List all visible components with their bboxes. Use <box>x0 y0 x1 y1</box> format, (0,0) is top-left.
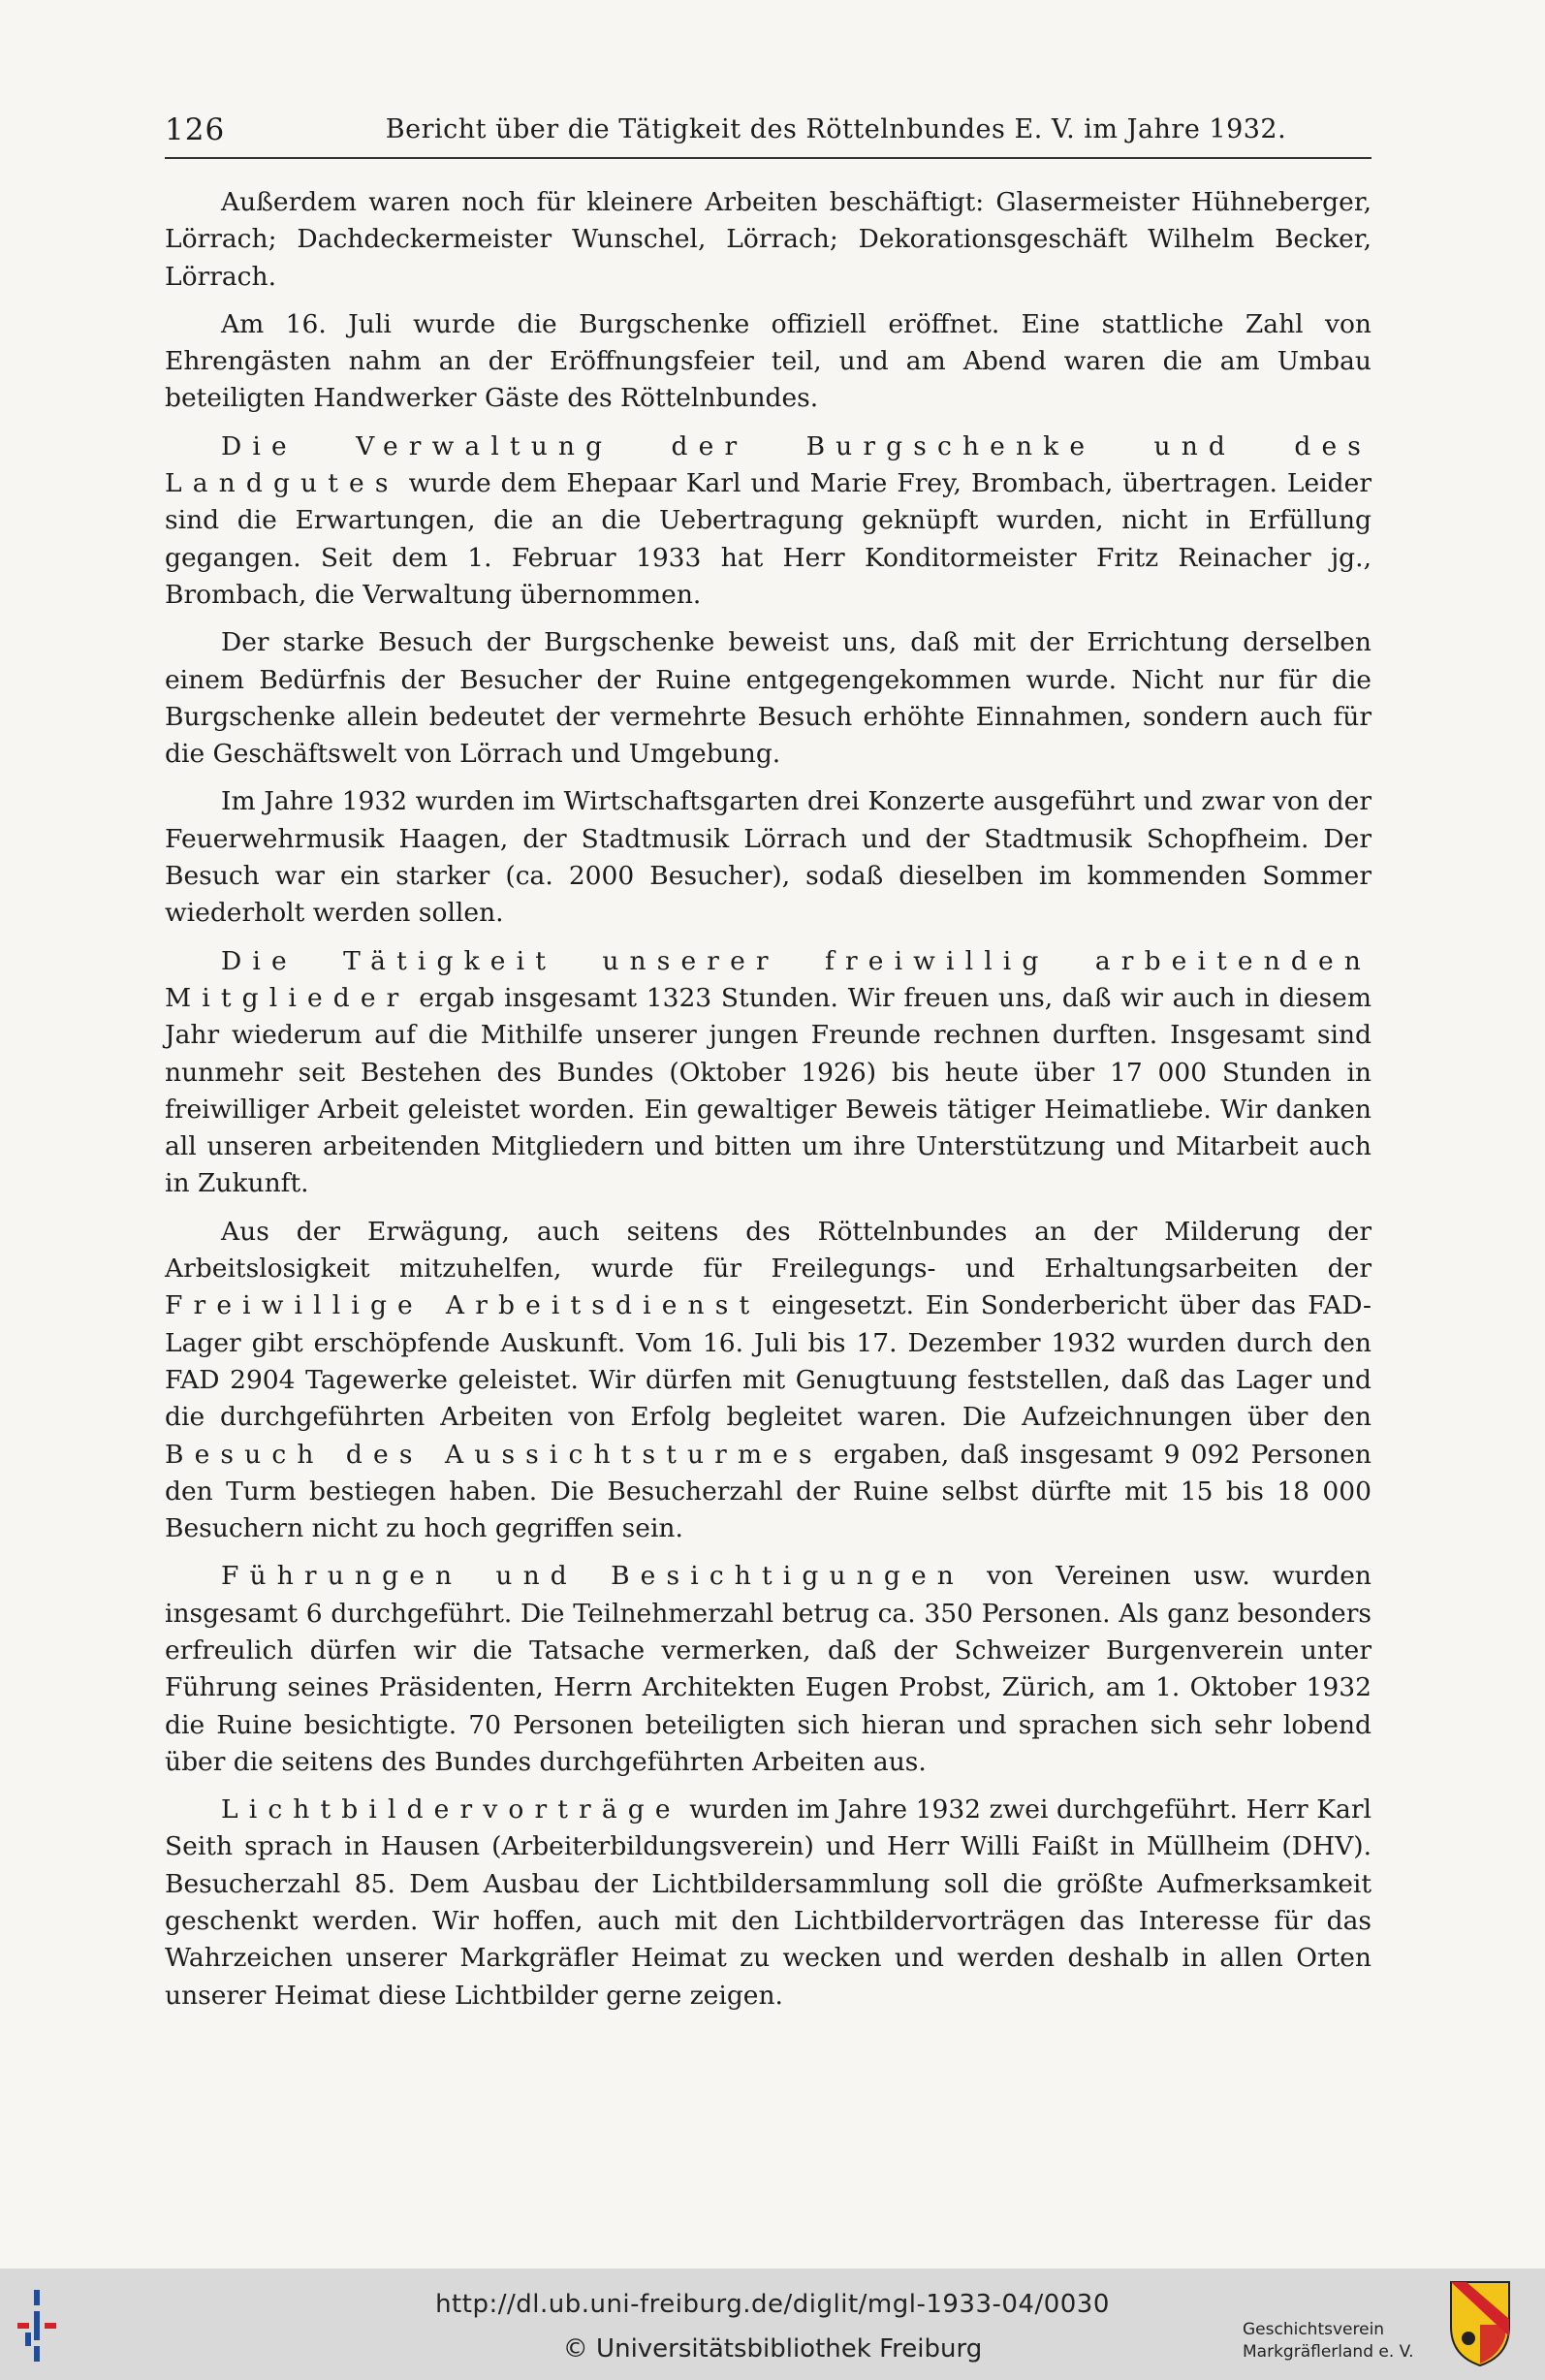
spaced-emphasis: Die Tätigkeit unserer freiwillig arbeitenden Mitglieder <box>165 945 1372 1013</box>
spaced-emphasis: Besuch des Aussichtsturmes <box>165 1439 823 1470</box>
society-crest-icon <box>1449 2280 1511 2367</box>
paragraph-text: von Vereinen usw. wurden insgesamt 6 durchgeführt. Die Teilnehmerzahl betrug ca. 350 Personen. Als ganz besonders erfreulich dürfen wir die Tatsache vermerken, daß der Schweizer Burgenverein unter Führung seines Präsidenten, Herrn Architekten Eugen Probst, Zürich, am 1. Oktober 1932 die Ruine besichtigte. 70 Personen beteiligten sich hieran und sprachen sich sehr lobend über die seitens des Bundes durchgeführten Arbeiten aus. <box>165 1561 1372 1777</box>
paragraph-text: ergaben, daß insgesamt 9 092 Personen den Turm bestiegen haben. Die Besucherzahl der Ruine selbst dürfte mit 15 bis 18 000 Besuchern nicht zu hoch gegriffen sein. <box>165 1439 1372 1544</box>
paragraph <box>165 624 1372 773</box>
paragraph <box>165 1214 1372 1548</box>
spaced-emphasis: Freiwillige Arbeitsdienst <box>165 1290 761 1321</box>
spaced-emphasis: Lichtbildervorträge <box>221 1794 681 1825</box>
paragraph-text: Aus der Erwägung, auch seitens des Röttelnbundes an der Milderung der Arbeitslosigkeit mitzuhelfen, wurde für Freilegungs- und Erhaltungsarbeiten der <box>165 1216 1372 1285</box>
running-title: Bericht über die Tätigkeit des Röttelnbundes E. V. im Jahre 1932. <box>385 114 1287 144</box>
paragraph <box>165 428 1372 614</box>
paragraph-text: eingesetzt. Ein Sonderbericht über das FAD-Lager gibt erschöpfende Auskunft. Vom 16. Juli bis 17. Dezember 1932 wurden durch den FAD 2904 Tagewerke geleistet. Wir dürfen mit Genugtuung feststellen, daß das Lager und die durchgeführten Arbeiten von Erfolg begleitet waren. Die Aufzeichnungen über den <box>165 1290 1372 1433</box>
paragraph <box>165 1792 1372 2015</box>
paragraph-text: wurden im Jahre 1932 zwei durchgeführt. Herr Karl Seith sprach in Hausen (Arbeiterbildungsverein) und Herr Willi Faißt in Müllheim (DHV). Besucherzahl 85. Dem Ausbau der Lichtbildersammlung soll die größte Aufmerksamkeit geschenkt werden. Wir hoffen, auch mit den Lichtbildervorträgen das Interesse für das Wahrzeichen unserer Markgräfler Heimat zu wecken und werden deshalb in allen Orten unserer Heimat diese Lichtbilder gerne zeigen. <box>165 1794 1372 2011</box>
page-header <box>165 109 1372 159</box>
paragraph <box>165 783 1372 932</box>
viewer-footer <box>0 2269 1545 2380</box>
body-text <box>165 184 1372 2025</box>
society-name-line2: Markgräflerland e. V. <box>1243 2342 1414 2362</box>
paragraph <box>165 1558 1372 1781</box>
paragraph <box>165 943 1372 1203</box>
page-number: 126 <box>165 112 226 147</box>
society-name-line1: Geschichtsverein <box>1243 2320 1385 2339</box>
paragraph-text: Der starke Besuch der Burgschenke beweist uns, daß mit der Errichtung derselben einem Bedürfnis der Besucher der Ruine entgegengekommen wurde. Nicht nur für die Burgschenke allein bedeutet der vermehrte Besuch erhöhte Einnahmen, sondern auch für die Geschäftswelt von Lörrach und Umgebung. <box>165 627 1372 770</box>
copyright-notice: © Universitätsbibliothek Freiburg <box>562 2334 983 2364</box>
paragraph-text: Außerdem waren noch für kleinere Arbeiten beschäftigt: Glasermeister Hühneberger, Lörrach; Dachdeckermeister Wunschel, Lörrach; Dekorationsgeschäft Wilhelm Becker, Lörrach. <box>165 187 1372 292</box>
spaced-emphasis: Die Verwaltung der Burgschenke und des Landgutes <box>165 430 1372 499</box>
paragraph-text: ergab insgesamt 1323 Stunden. Wir freuen uns, daß wir auch in diesem Jahr wiederum auf die Mithilfe unserer jungen Freunde rechnen durften. Insgesamt sind nunmehr seit Bestehen des Bundes (Oktober 1926) bis heute über 17 000 Stunden in freiwilliger Arbeit geleistet worden. Ein gewaltiger Beweis tätiger Heimatliebe. Wir danken all unseren arbeitenden Mitgliedern und bitten um ihre Unterstützung und Mitarbeit auch in Zukunft. <box>165 982 1372 1199</box>
paragraph-text: Am 16. Juli wurde die Burgschenke offiziell eröffnet. Eine stattliche Zahl von Ehrengästen nahm an der Eröffnungsfeier teil, und am Abend waren die am Umbau beteiligten Handwerker Gäste des Röttelnbundes. <box>165 308 1372 414</box>
paragraph <box>165 184 1372 296</box>
document-url-link[interactable]: http://dl.ub.uni-freiburg.de/diglit/mgl-1933-04/0030 <box>435 2290 1110 2319</box>
paragraph-text: wurde dem Ehepaar Karl und Marie Frey, Brombach, übertragen. Leider sind die Erwartungen, die an die Uebertragung geknüpft wurden, nicht in Erfüllung gegangen. Seit dem 1. Februar 1933 hat Herr Konditormeister Fritz Reinacher jg., Brombach, die Verwaltung übernommen. <box>165 468 1372 610</box>
society-name <box>1243 2319 1451 2364</box>
spaced-emphasis: Führungen und Besichtigungen <box>221 1561 964 1592</box>
paragraph-text: Im Jahre 1932 wurden im Wirtschaftsgarten drei Konzerte ausgeführt und zwar von der Feuerwehrmusik Haagen, der Stadtmusik Lörrach und der Stadtmusik Schopfheim. Der Besuch war ein starker (ca. 2000 Besucher), sodaß dieselben im kommenden Sommer wiederholt werden sollen. <box>165 786 1372 929</box>
paragraph <box>165 306 1372 418</box>
